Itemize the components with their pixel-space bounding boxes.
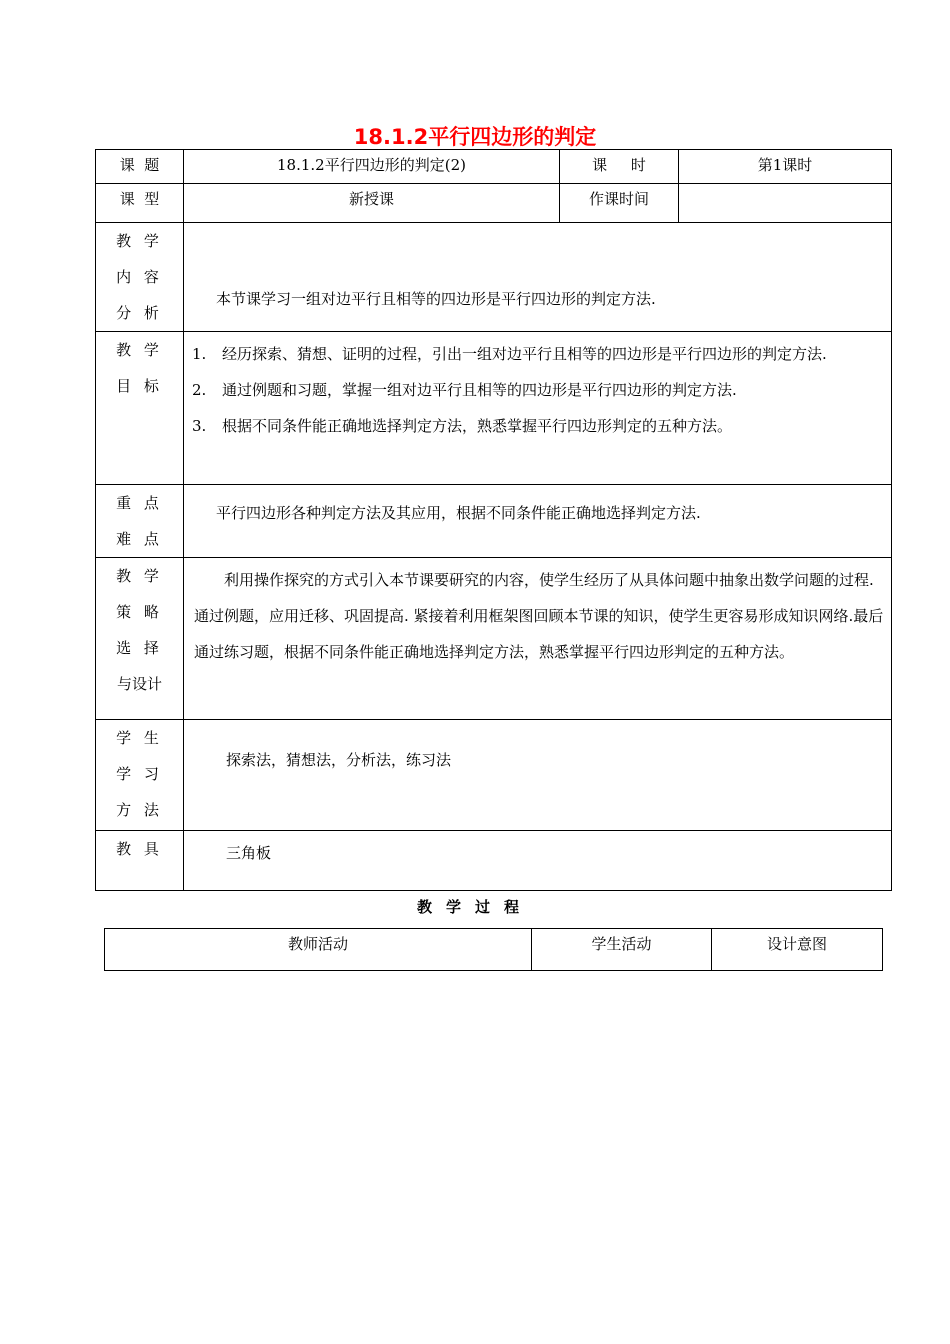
goal-item: 3. 根据不同条件能正确地选择判定方法，熟悉掌握平行四边形判定的五种方法。 bbox=[192, 417, 733, 435]
lesson-info-table bbox=[95, 149, 892, 891]
teaching-tools-text: 三角板 bbox=[184, 831, 892, 891]
period-value: 第1课时 bbox=[679, 150, 892, 184]
student-activity-header: 学生活动 bbox=[532, 929, 712, 971]
homework-time-label: 作课时间 bbox=[560, 184, 679, 223]
goal-item: 2. 通过例题和习题，掌握一组对边平行且相等的四边形是平行四边形的判定方法. bbox=[192, 381, 737, 399]
strategy-text: 利用操作探究的方式引入本节课要研究的内容，使学生经历了从具体问题中抽象出数学问题的过程.通过例题，应用迁移、巩固提高. 紧接着利用框架图回顾本节课的知识，使学生更容易形成知识网络.最后通过练习题，根据不同条件能正确地选择判定方法，熟悉掌握平行四边形判定的五种方法。 bbox=[184, 558, 892, 720]
period-label: 课 时 bbox=[560, 150, 679, 184]
study-method-label: 学 生 学 习 方 法 bbox=[96, 720, 184, 831]
teaching-goals-label: 教 学 目 标 bbox=[96, 332, 184, 485]
type-value: 新授课 bbox=[184, 184, 560, 223]
teacher-activity-header: 教师活动 bbox=[105, 929, 532, 971]
teaching-goals bbox=[184, 332, 892, 485]
document-title: 18.1.2平行四边形的判定 bbox=[353, 125, 597, 149]
type-label: 课 型 bbox=[96, 184, 184, 223]
study-method-text: 探索法，猜想法，分析法，练习法 bbox=[184, 720, 892, 831]
teaching-process-heading: 教学过程 bbox=[416, 898, 533, 916]
key-points-label: 重 点 难 点 bbox=[96, 485, 184, 558]
content-analysis-text: 本节课学习一组对边平行且相等的四边形是平行四边形的判定方法. bbox=[184, 223, 892, 332]
goal-item: 1. 经历探索、猜想、证明的过程，引出一组对边平行且相等的四边形是平行四边形的判定方法. bbox=[192, 345, 827, 363]
homework-time-value bbox=[679, 184, 892, 223]
content-analysis-label: 教 学 内 容 分 析 bbox=[96, 223, 184, 332]
teaching-tools-label: 教 具 bbox=[96, 831, 184, 891]
topic-value: 18.1.2平行四边形的判定(2) bbox=[184, 150, 560, 184]
strategy-label: 教 学 策 略 选 择 与设计 bbox=[96, 558, 184, 720]
key-points-text: 平行四边形各种判定方法及其应用，根据不同条件能正确地选择判定方法. bbox=[184, 485, 892, 558]
teaching-process-table bbox=[104, 928, 883, 971]
topic-label: 课 题 bbox=[96, 150, 184, 184]
design-intent-header: 设计意图 bbox=[712, 929, 883, 971]
